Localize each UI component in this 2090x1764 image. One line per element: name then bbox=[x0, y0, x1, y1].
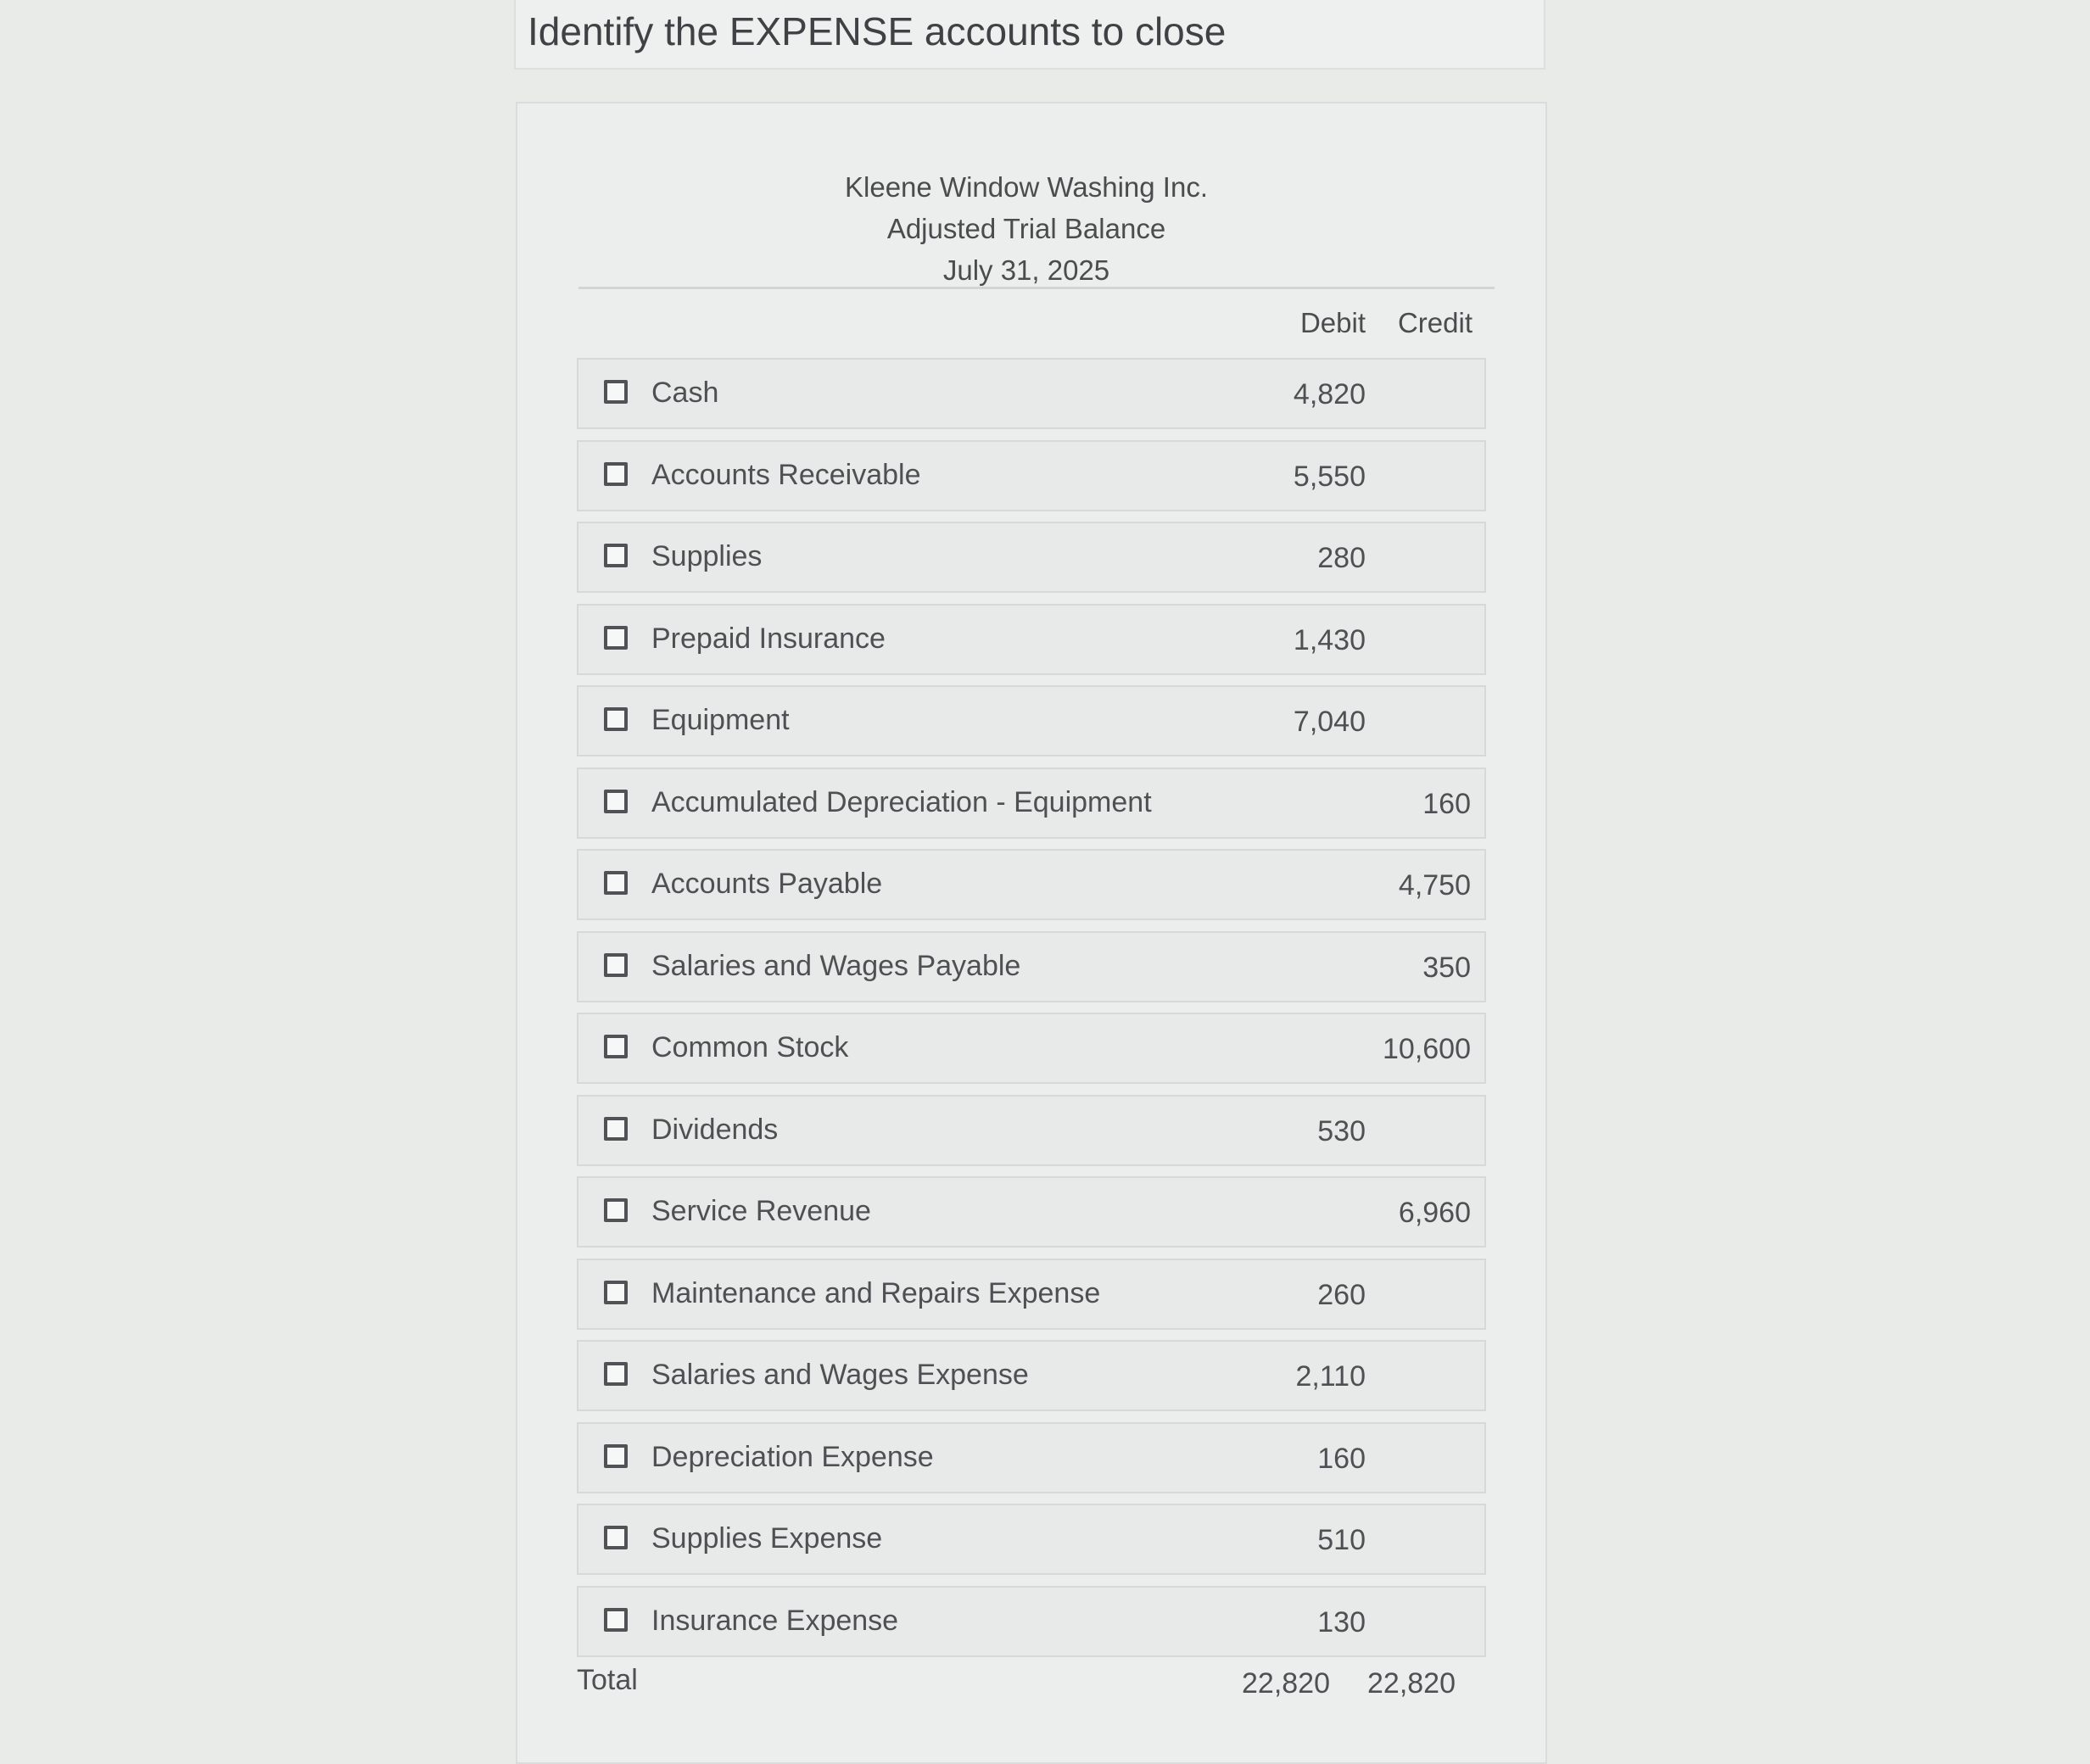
trial-balance-panel bbox=[516, 102, 1547, 1764]
checkbox-prepaid-insurance[interactable] bbox=[604, 626, 628, 650]
credit-amount: 6,960 bbox=[1398, 1197, 1471, 1229]
header-divider bbox=[578, 287, 1495, 289]
account-row-maintenance-repairs-expense[interactable] bbox=[577, 1259, 1486, 1330]
report-header bbox=[687, 166, 1366, 291]
account-name: Cash bbox=[651, 377, 719, 409]
company-name: Kleene Window Washing Inc. bbox=[845, 171, 1208, 203]
account-name: Supplies bbox=[651, 540, 763, 572]
account-list bbox=[577, 358, 1486, 1667]
total-label: Total bbox=[577, 1664, 638, 1696]
credit-amount: 10,600 bbox=[1383, 1033, 1471, 1065]
debit-amount: 510 bbox=[1317, 1524, 1366, 1556]
credit-amount: 4,750 bbox=[1398, 869, 1471, 902]
debit-amount: 530 bbox=[1317, 1114, 1366, 1147]
account-row-salaries-wages-expense[interactable] bbox=[577, 1340, 1486, 1411]
account-name: Salaries and Wages Expense bbox=[651, 1359, 1029, 1391]
account-row-depreciation-expense[interactable] bbox=[577, 1422, 1486, 1493]
account-name: Accumulated Depreciation - Equipment bbox=[651, 785, 1152, 818]
account-row-dividends[interactable] bbox=[577, 1095, 1486, 1166]
checkbox-equipment[interactable] bbox=[604, 707, 628, 731]
checkbox-insurance-expense[interactable] bbox=[604, 1608, 628, 1632]
checkbox-supplies[interactable] bbox=[604, 544, 628, 567]
question-text: Identify the EXPENSE accounts to close bbox=[528, 9, 1227, 53]
checkbox-depreciation-expense[interactable] bbox=[604, 1444, 628, 1468]
checkbox-common-stock[interactable] bbox=[604, 1035, 628, 1058]
checkbox-accounts-receivable[interactable] bbox=[604, 462, 628, 486]
account-row-accumulated-depreciation[interactable] bbox=[577, 768, 1486, 839]
debit-amount: 2,110 bbox=[1295, 1360, 1366, 1393]
credit-amount: 350 bbox=[1422, 951, 1471, 984]
debit-column-header: Debit bbox=[1299, 307, 1366, 338]
account-name: Service Revenue bbox=[651, 1195, 871, 1227]
account-row-supplies[interactable] bbox=[577, 522, 1486, 593]
report-title: Adjusted Trial Balance bbox=[886, 213, 1166, 244]
account-name: Insurance Expense bbox=[651, 1604, 899, 1637]
total-credit: 22,820 bbox=[1367, 1667, 1456, 1700]
account-row-supplies-expense[interactable] bbox=[577, 1504, 1486, 1575]
account-name: Common Stock bbox=[651, 1031, 849, 1063]
account-row-common-stock[interactable] bbox=[577, 1013, 1486, 1084]
account-name: Supplies Expense bbox=[651, 1522, 883, 1555]
account-row-insurance-expense[interactable] bbox=[577, 1586, 1486, 1657]
credit-amount: 160 bbox=[1422, 787, 1471, 820]
account-name: Salaries and Wages Payable bbox=[651, 949, 1021, 982]
debit-amount: 5,550 bbox=[1293, 460, 1366, 493]
checkbox-service-revenue[interactable] bbox=[604, 1198, 628, 1222]
account-name: Dividends bbox=[651, 1113, 779, 1146]
account-row-accounts-payable[interactable] bbox=[577, 849, 1486, 920]
checkbox-supplies-expense[interactable] bbox=[604, 1526, 628, 1549]
checkbox-accumulated-depreciation[interactable] bbox=[604, 790, 628, 813]
report-date: July 31, 2025 bbox=[942, 254, 1110, 286]
debit-amount: 260 bbox=[1317, 1278, 1366, 1311]
checkbox-maintenance-repairs-expense[interactable] bbox=[604, 1281, 628, 1304]
account-name: Maintenance and Repairs Expense bbox=[651, 1276, 1101, 1309]
account-row-prepaid-insurance[interactable] bbox=[577, 604, 1486, 675]
debit-amount: 130 bbox=[1317, 1605, 1366, 1638]
account-row-service-revenue[interactable] bbox=[577, 1176, 1486, 1248]
debit-amount: 4,820 bbox=[1293, 378, 1366, 410]
debit-amount: 1,430 bbox=[1293, 623, 1366, 656]
checkbox-accounts-payable[interactable] bbox=[604, 871, 628, 895]
account-name: Equipment bbox=[651, 704, 790, 736]
checkbox-cash[interactable] bbox=[604, 380, 628, 404]
credit-column-header: Credit bbox=[1397, 307, 1472, 338]
account-row-cash[interactable] bbox=[577, 358, 1486, 429]
question-bar bbox=[514, 0, 1545, 70]
checkbox-dividends[interactable] bbox=[604, 1117, 628, 1141]
checkbox-salaries-wages-expense[interactable] bbox=[604, 1362, 628, 1386]
debit-amount: 160 bbox=[1317, 1442, 1366, 1475]
account-row-equipment[interactable] bbox=[577, 685, 1486, 756]
account-row-salaries-wages-payable[interactable] bbox=[577, 931, 1486, 1002]
debit-amount: 7,040 bbox=[1293, 706, 1366, 738]
account-name: Depreciation Expense bbox=[651, 1440, 934, 1473]
account-name: Prepaid Insurance bbox=[651, 622, 886, 655]
account-name: Accounts Payable bbox=[651, 868, 883, 900]
debit-amount: 280 bbox=[1317, 542, 1366, 574]
checkbox-salaries-wages-payable[interactable] bbox=[604, 953, 628, 977]
total-debit: 22,820 bbox=[1242, 1667, 1330, 1700]
account-name: Accounts Receivable bbox=[651, 458, 921, 491]
account-row-accounts-receivable[interactable] bbox=[577, 440, 1486, 511]
